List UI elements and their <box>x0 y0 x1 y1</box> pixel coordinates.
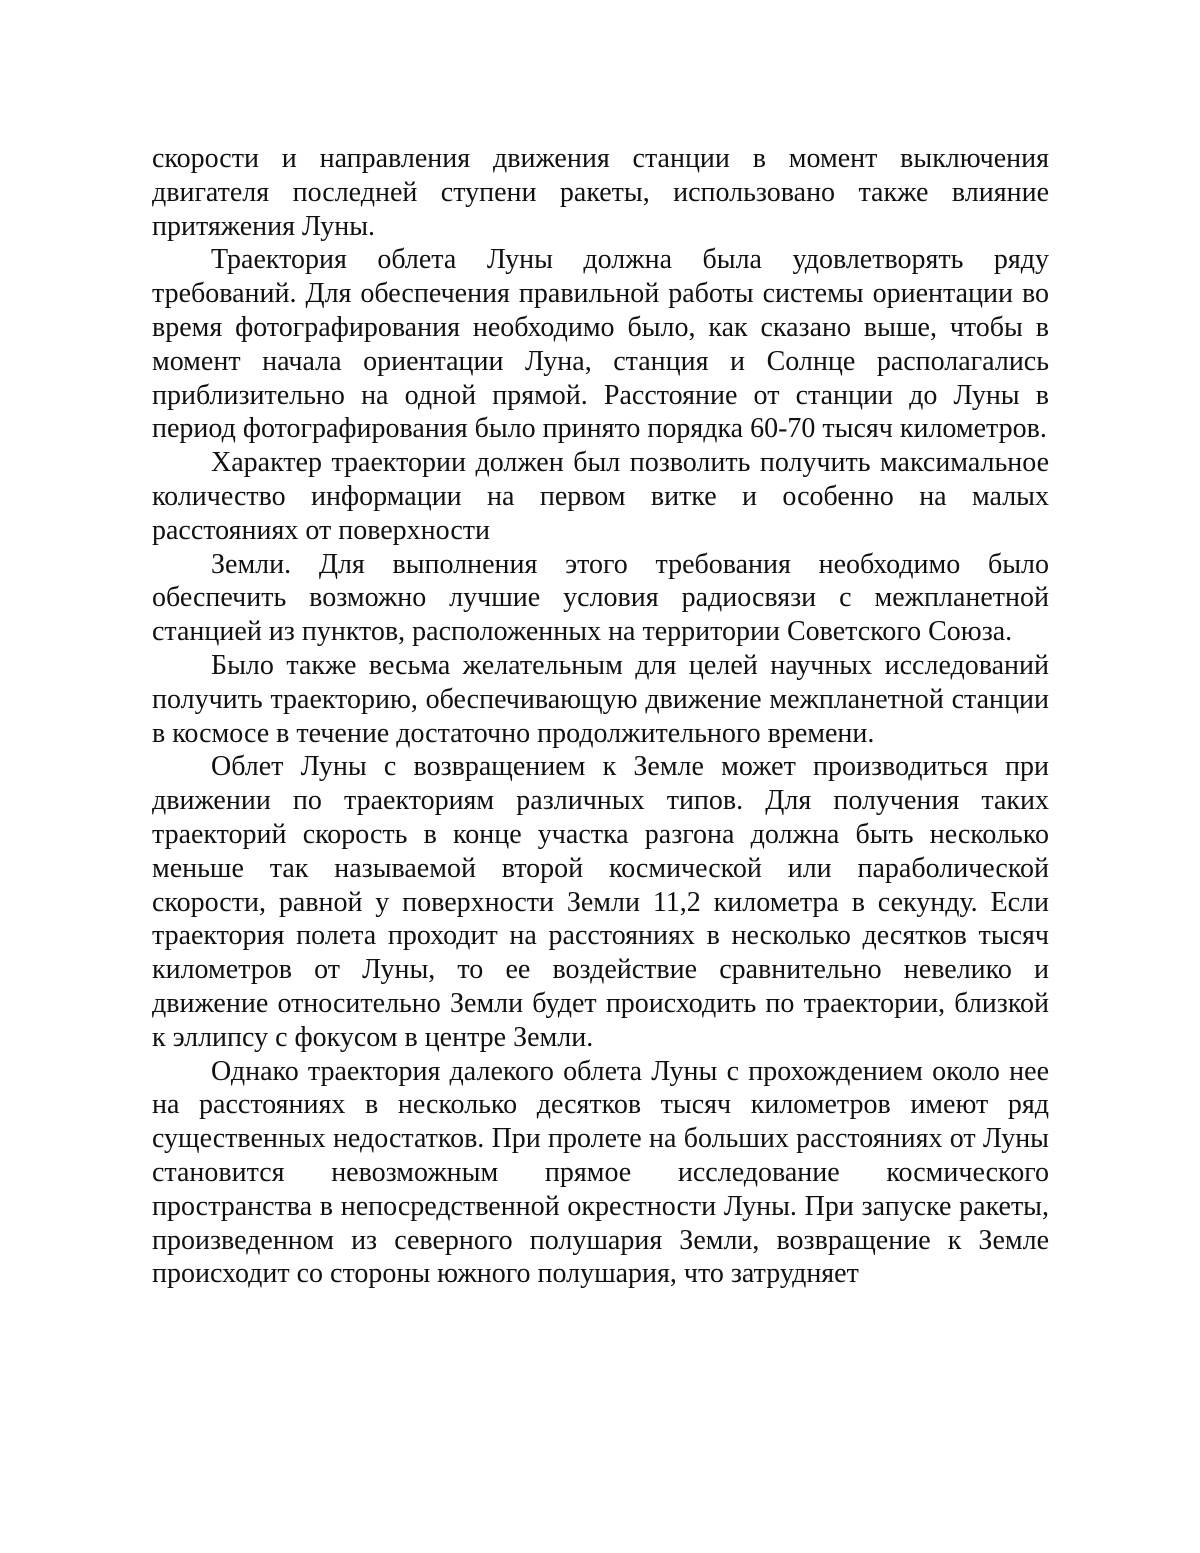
paragraph: Земли. Для выполнения этого требования необходимо было обеспечить возможно лучшие условия радиосвязи с межпланетной станцией из пунктов, расположенных на территории Советского Союза. <box>152 548 1049 648</box>
document-page <box>152 142 1049 1291</box>
paragraph: скорости и направления движения станции в момент выключения двигателя последней ступени ракеты, использовано также влияние притяжения Луны. <box>152 143 1049 242</box>
paragraph-last-cut-off: Однако траектория далекого облета Луны с прохождением около нее на расстояниях в несколько десятков тысяч километров имеют ряд существенных недостатков. При пролете на больших расстояниях от Луны становится невозможным прямое исследование космического пространства в непосредственной окрестности Луны. При запуске ракеты, произведенном из северного полушария Земли, возвращение к Земле происходит со стороны южного полушария, что затрудняет <box>152 1055 1049 1290</box>
paragraph: Характер траектории должен был позволить получить максимальное количество информации на первом витке и особенно на малых расстояниях от поверхности <box>152 447 1049 546</box>
paragraph: Было также весьма желательным для целей научных исследований получить траекторию, обеспечивающую движение межпланетной станции в космосе в течение достаточно продолжительного времени. <box>152 649 1049 749</box>
paragraph: Облет Луны с возвращением к Земле может производиться при движении по траекториям различных типов. Для получения таких траекторий скорость в конце участка разгона должна быть несколько меньше так называемой второй космической или параболической скорости, равной у поверхности Земли 11,2 километра в секунду. Если траектория полета проходит на расстояниях в несколько десятков тысяч километров от Луны, то ее воздействие сравнительно невелико и движение относительно Земли будет происходить по траектории, близкой к эллипсу с фокусом в центре Земли. <box>152 751 1049 1053</box>
paragraph: Траектория облета Луны должна была удовлетворять ряду требований. Для обеспечения правильной работы системы ориентации во время фотографирования необходимо было, как сказано выше, чтобы в момент начала ориентации Луна, станция и Солнце располагались приблизительно на одной прямой. Расстояние от станции до Луны в период фотографирования было принято порядка 60-70 тысяч километров. <box>152 244 1049 445</box>
